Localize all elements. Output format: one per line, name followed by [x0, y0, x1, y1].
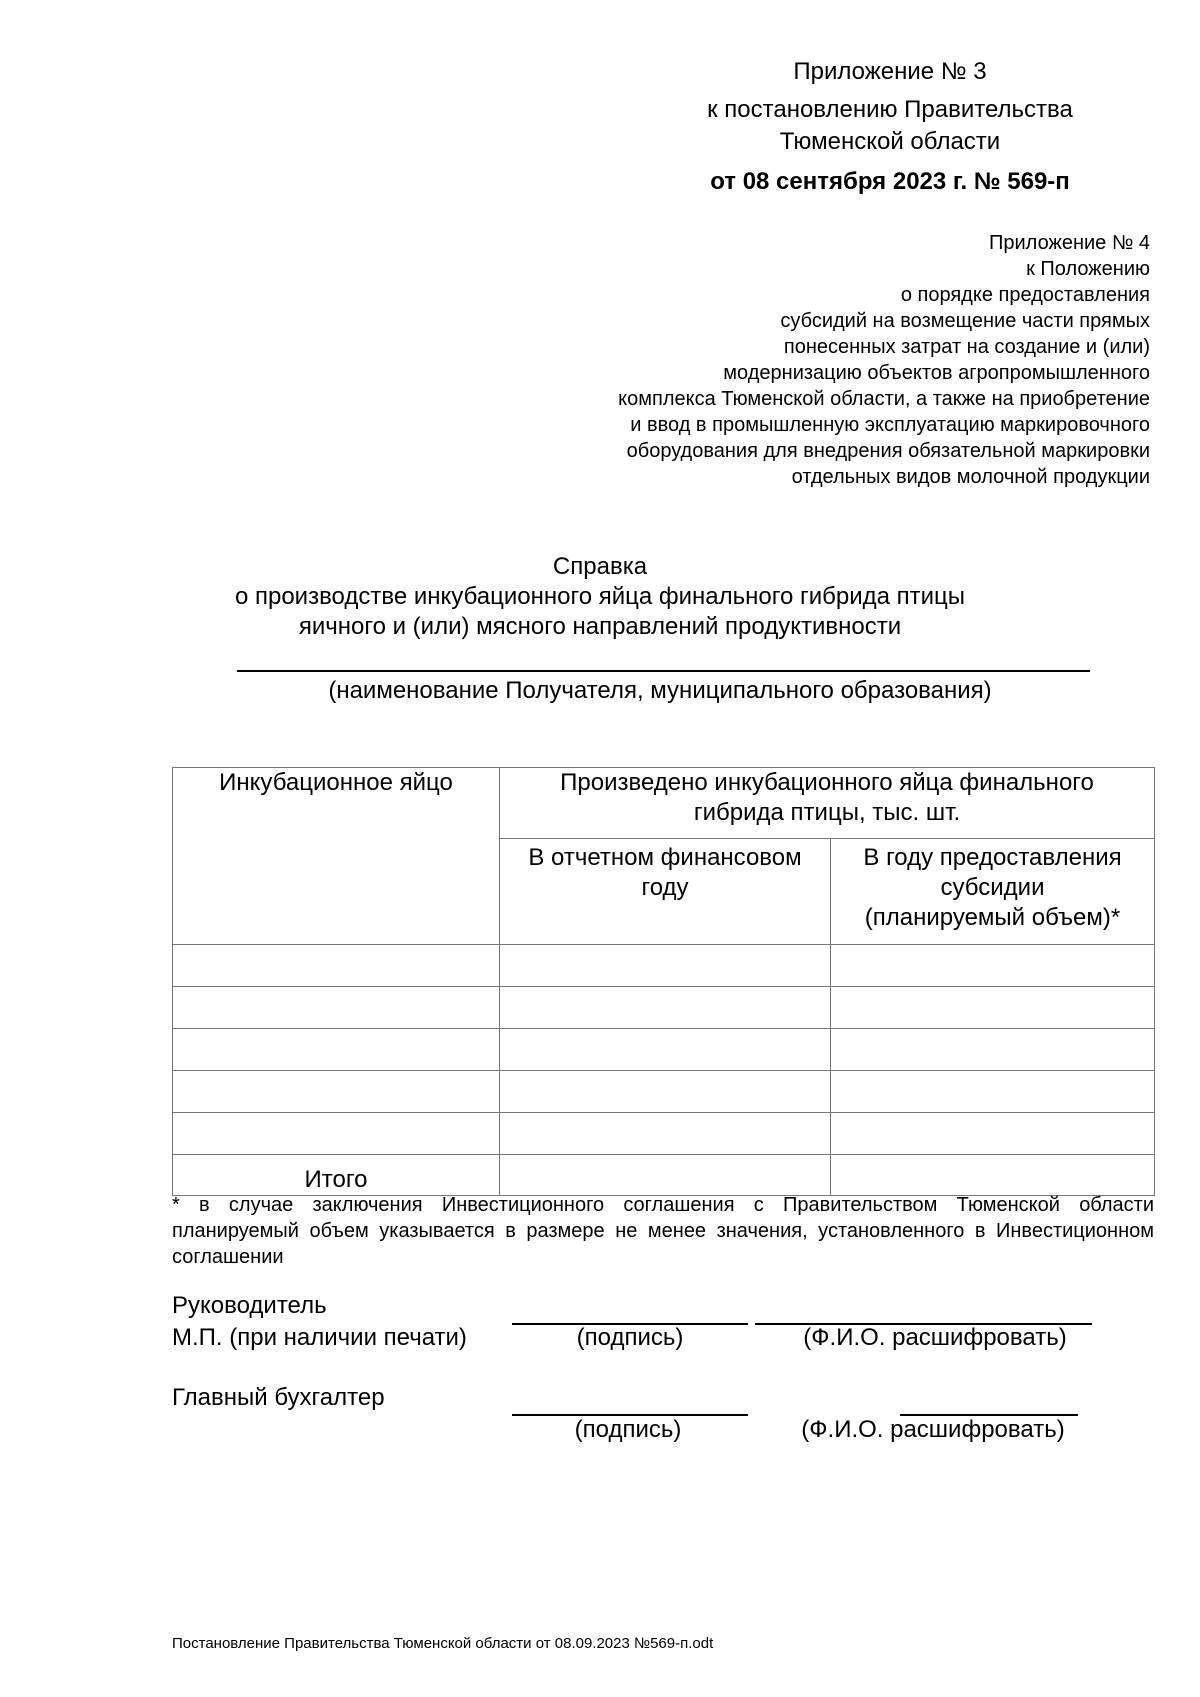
- production-table: [172, 767, 1155, 1196]
- appendix4-line: Приложение № 4: [989, 232, 1150, 254]
- appendix3-decree-line2: Тюменской области: [779, 128, 1001, 155]
- appendix4-line: отдельных видов молочной продукции: [791, 466, 1150, 488]
- col-reporting-line1: В отчетном финансовом: [528, 844, 802, 871]
- cell-reporting[interactable]: [500, 1113, 831, 1155]
- head-signature-caption: (подпись): [576, 1324, 684, 1351]
- col-reporting-line2: году: [641, 874, 689, 901]
- table-row: [173, 1071, 1155, 1113]
- cell-egg[interactable]: [173, 945, 500, 987]
- col-egg-header-label: Инкубационное яйцо: [219, 769, 453, 796]
- document-title: [180, 552, 1020, 642]
- recipient-fill-line[interactable]: [237, 670, 1090, 672]
- col-reporting-header: [500, 839, 831, 945]
- total-planned-cell[interactable]: [831, 1155, 1155, 1196]
- cell-planned[interactable]: [831, 1113, 1155, 1155]
- appendix4-line: субсидий на возмещение части прямых: [780, 310, 1150, 332]
- table-row: [173, 1113, 1155, 1155]
- appendix4-line: и ввод в промышленную эксплуатацию маркировочного: [630, 414, 1150, 436]
- cell-planned[interactable]: [831, 1029, 1155, 1071]
- table-row: [173, 945, 1155, 987]
- total-label: Итого: [173, 1155, 500, 1196]
- cell-egg[interactable]: [173, 987, 500, 1029]
- total-row: [173, 1155, 1155, 1196]
- stamp-label: М.П. (при наличии печати): [172, 1324, 467, 1351]
- col-egg-header: [173, 768, 500, 945]
- group-header-line2: гибрида птицы, тыс. шт.: [693, 799, 961, 826]
- title-line1: Справка: [552, 553, 648, 580]
- cell-egg[interactable]: [173, 1029, 500, 1071]
- cell-planned[interactable]: [831, 1071, 1155, 1113]
- cell-egg[interactable]: [173, 1113, 500, 1155]
- footnote: * в случае заключения Инвестиционного соглашения с Правительством Тюменской области планируемый объем указывается в размере не менее значения, установленного в Инвестиционном соглашении: [172, 1194, 1154, 1268]
- head-name-caption: (Ф.И.О. расшифровать): [803, 1324, 1067, 1351]
- table-header-row: [173, 768, 1155, 839]
- appendix3-number: Приложение № 3: [793, 58, 987, 85]
- appendix4-line: оборудования для внедрения обязательной маркировки: [626, 440, 1150, 462]
- cell-reporting[interactable]: [500, 987, 831, 1029]
- cell-reporting[interactable]: [500, 1071, 831, 1113]
- cell-reporting[interactable]: [500, 1029, 831, 1071]
- appendix3-header: [640, 56, 1140, 198]
- group-header-line1: Произведено инкубационного яйца финального: [560, 769, 1094, 796]
- appendix3-decree-line1: к постановлению Правительства: [707, 96, 1073, 123]
- appendix4-line: понесенных затрат на создание и (или): [783, 336, 1150, 358]
- appendix4-header: [540, 230, 1150, 490]
- cell-egg[interactable]: [173, 1071, 500, 1113]
- footer-file-name: Постановление Правительства Тюменской области от 08.09.2023 №569-п.odt: [172, 1635, 714, 1652]
- title-line3: яичного и (или) мясного направлений продуктивности: [298, 613, 902, 640]
- title-line2: о производстве инкубационного яйца финального гибрида птицы: [234, 583, 966, 610]
- col-planned-header: [831, 839, 1155, 945]
- total-reporting-cell[interactable]: [500, 1155, 831, 1196]
- cell-reporting[interactable]: [500, 945, 831, 987]
- appendix3-date: от 08 сентября 2023 г. № 569-п: [710, 168, 1070, 195]
- table-row: [173, 1029, 1155, 1071]
- appendix4-line: к Положению: [1026, 258, 1150, 280]
- accountant-label: Главный бухгалтер: [172, 1384, 385, 1411]
- accountant-name-caption: (Ф.И.О. расшифровать): [801, 1416, 1065, 1443]
- cell-planned[interactable]: [831, 945, 1155, 987]
- appendix4-line: комплекса Тюменской области, а также на приобретение: [618, 388, 1150, 410]
- accountant-signature-caption: (подпись): [574, 1416, 682, 1443]
- col-planned-line1: В году предоставления: [863, 844, 1122, 871]
- table-row: [173, 987, 1155, 1029]
- col-planned-line2: субсидии: [940, 874, 1045, 901]
- appendix4-line: о порядке предоставления: [900, 284, 1150, 306]
- appendix4-line: модернизацию объектов агропромышленного: [723, 362, 1150, 384]
- recipient-caption: (наименование Получателя, муниципального образования): [328, 677, 992, 704]
- head-label: Руководитель: [172, 1292, 327, 1319]
- col-planned-line3: (планируемый объем)*: [864, 904, 1121, 931]
- group-header: [500, 768, 1155, 839]
- cell-planned[interactable]: [831, 987, 1155, 1029]
